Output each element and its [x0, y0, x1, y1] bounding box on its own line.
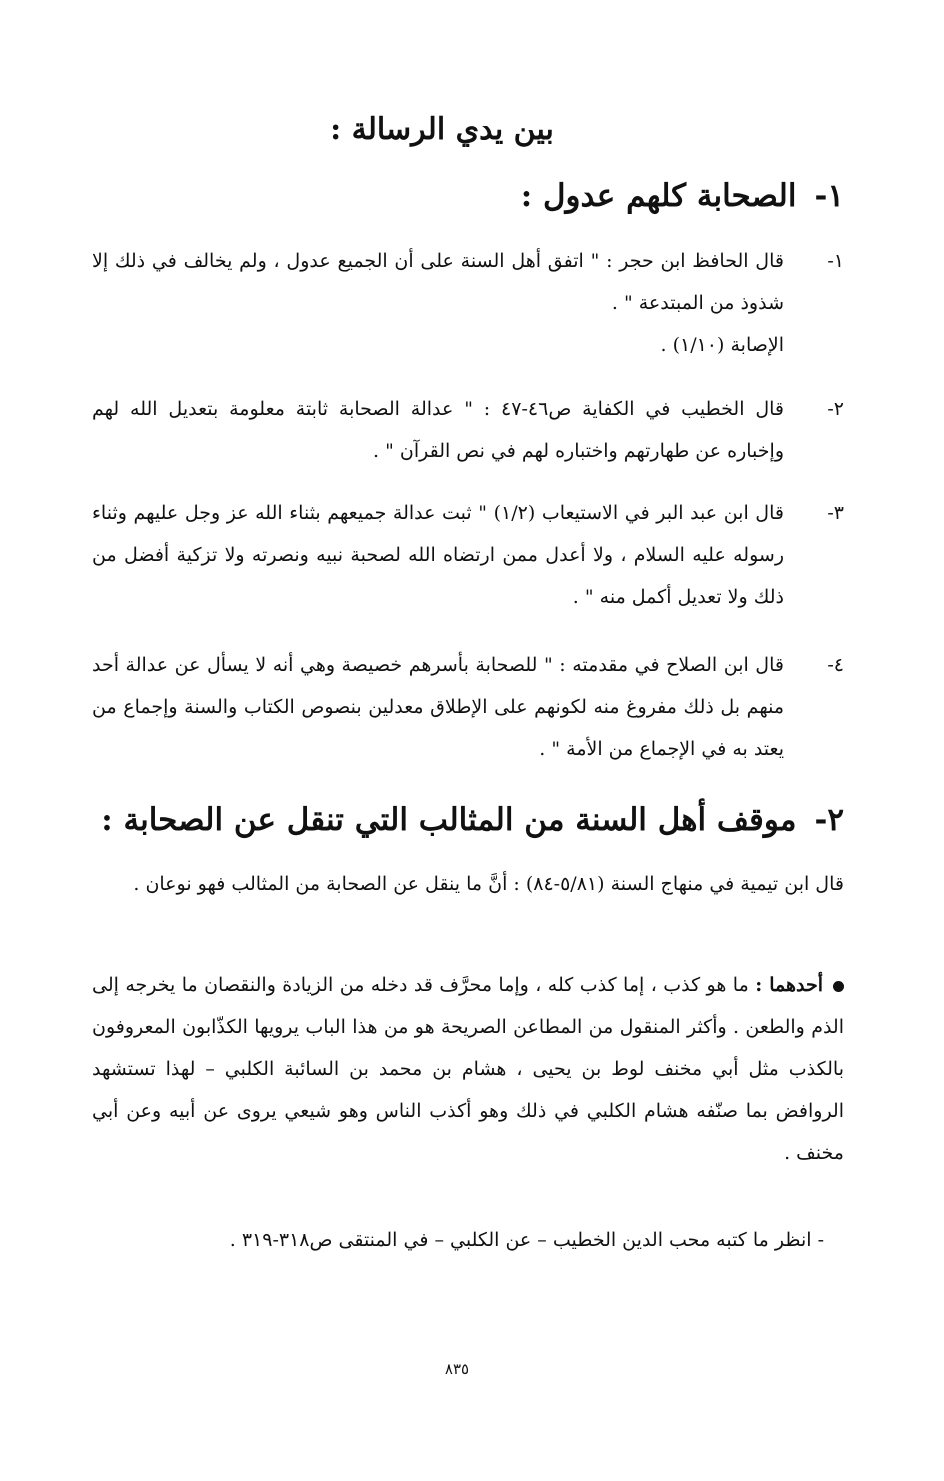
item-number: ١- — [827, 250, 844, 272]
bullet-lead: أحدهما : — [755, 974, 823, 996]
list-item — [92, 388, 844, 472]
item-citation: الإصابة (١/١٠) . — [660, 334, 784, 356]
section-1-heading — [521, 178, 844, 214]
item-text: قال ابن الصلاح في مقدمته : " للصحابة بأسرهم خصيصة وهي أنه لا يسأل عن عدالة أحد منهم بل ذلك مفروغ منه لكونهم على الإطلاق معدلين بنصوص الكتاب والسنة وإجماع من يعتد به في الإجماع من الأمة " . — [92, 654, 784, 760]
item-number: ٤- — [827, 654, 844, 676]
section-2-title: موقف أهل السنة من المثالب التي تنقل عن الصحابة : — [101, 802, 797, 838]
list-item — [92, 492, 844, 618]
section-1-title: الصحابة كلهم عدول : — [520, 178, 797, 214]
bullet-text: ما هو كذب ، إما كذب كله ، وإما محرَّف قد دخله من الزيادة والنقصان ما يخرجه إلى الذم والطعن . وأكثر المنقول من المطاعن الصريحة هو من هذا الباب يرويها الكذّابون المعروفون بالكذب مثل أبي مخنف لوط بن يحيى ، هشام بن محمد بن السائبة الكلبي – لهذا تستشهد الروافض بما صنّفه هشام الكلبي في ذلك وهو أكذب الناس وهو شيعي يروى عن أبيه وعن أبي مخنف . — [92, 974, 844, 1164]
bullet-item — [92, 964, 844, 1174]
item-text: قال ابن عبد البر في الاستيعاب (١/٢) " ثبت عدالة جميعهم بثناء الله عز وجل عليهم وثناء رسوله عليه السلام ، ولا أعدل ممن ارتضاه الله لصحبة نبيه ونصرته ولا تزكية أفضل من ذلك ولا تعديل أكمل منه " . — [92, 502, 784, 608]
list-item — [92, 644, 844, 770]
section-2-heading — [101, 802, 844, 838]
section-2-number: ٢- — [814, 802, 844, 838]
section-2-intro: قال ابن تيمية في منهاج السنة (٥/٨١-٨٤) : أنَّ ما ينقل عن الصحابة من المثالب فهو نوعان . — [133, 873, 844, 895]
item-number: ٢- — [827, 398, 844, 420]
item-text: قال الخطيب في الكفاية ص٤٦-٤٧ : " عدالة الصحابة ثابتة معلومة بتعديل الله لهم وإخباره عن طهارتهم واختباره لهم في نص القرآن " . — [92, 398, 784, 462]
item-text: قال الحافظ ابن حجر : " اتفق أهل السنة على أن الجميع عدول ، ولم يخالف في ذلك إلا شذوذ من المبتدعة " . — [92, 250, 784, 314]
bullet-dot-icon — [833, 981, 844, 992]
page-title: بين يدي الرسالة : — [330, 112, 554, 147]
page-number: ٨٣٥ — [444, 1360, 470, 1378]
list-item — [92, 240, 844, 366]
reference-note: - انظر ما كتبه محب الدين الخطيب – عن الكلبي – في المنتقى ص٣١٨-٣١٩ . — [229, 1229, 824, 1251]
item-number: ٣- — [827, 502, 844, 524]
section-1-number: ١- — [814, 178, 844, 214]
